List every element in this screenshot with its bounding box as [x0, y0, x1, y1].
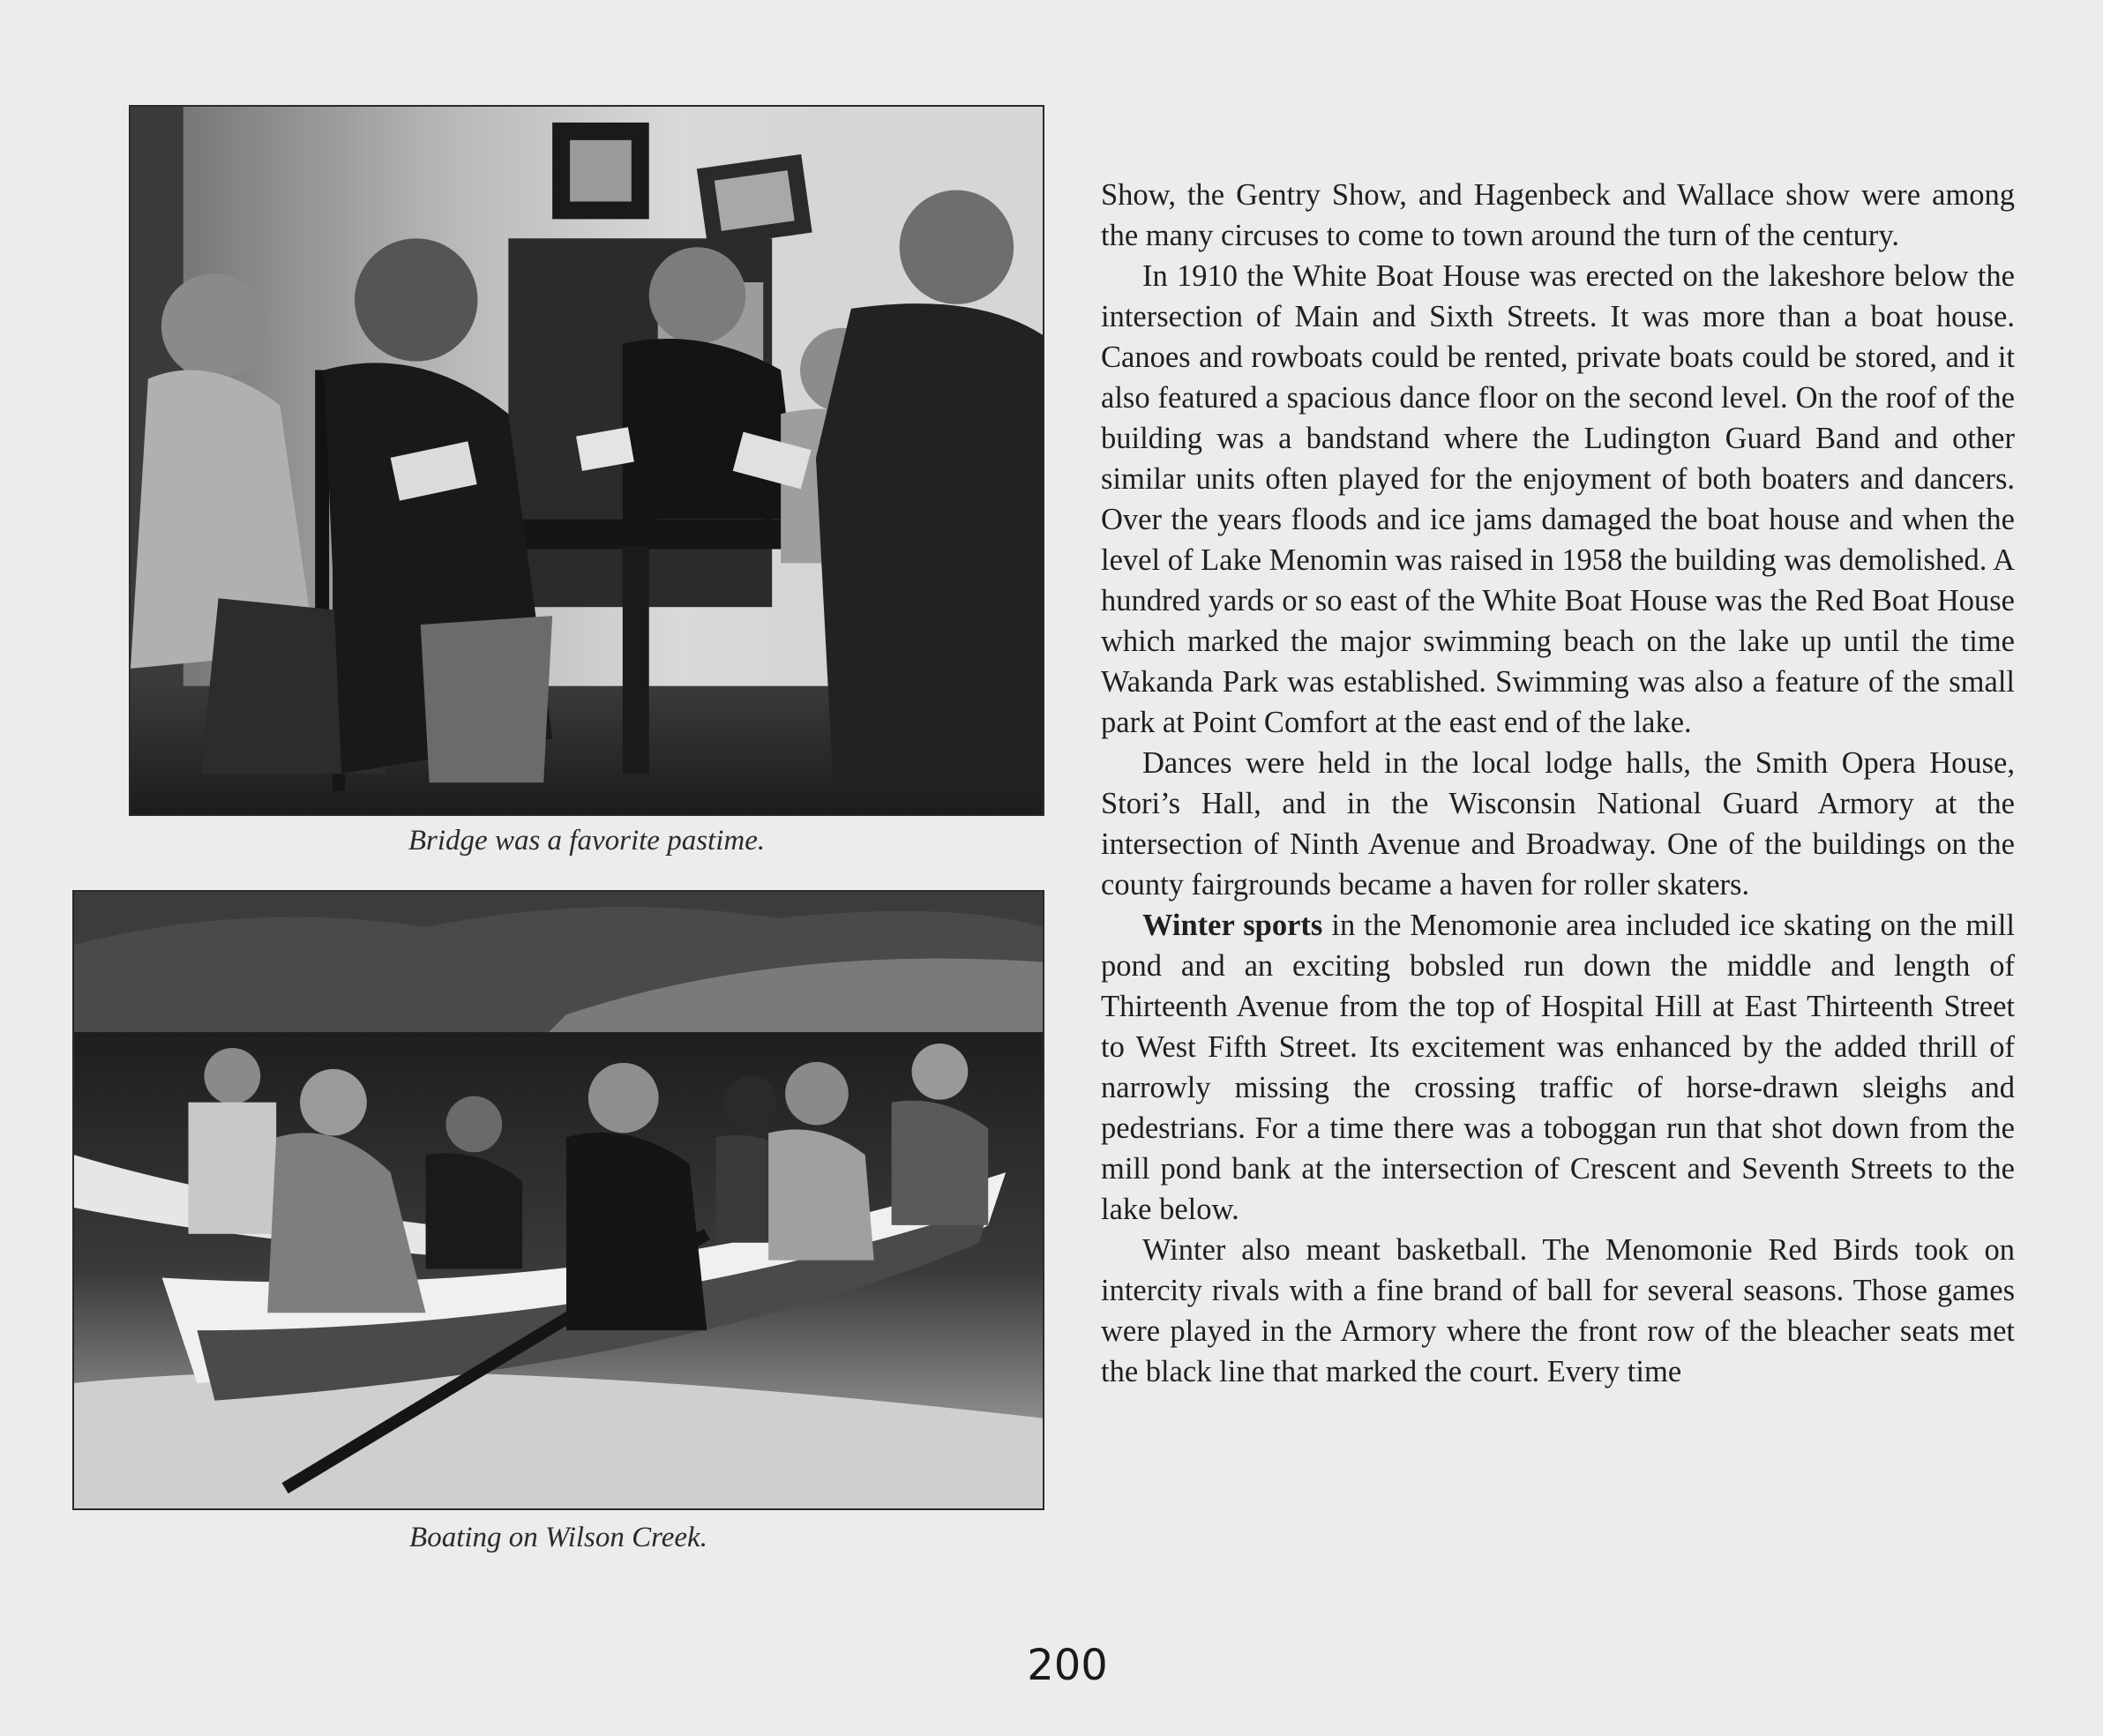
- caption-bridge-game: Bridge was a favorite pastime.: [408, 825, 766, 857]
- winter-sports-heading: Winter sports: [1142, 909, 1323, 942]
- photo-bridge-image: [131, 107, 1043, 814]
- photo-boating-image: [74, 892, 1043, 1508]
- body-text-column: [1101, 175, 2015, 1392]
- paragraph-winter-sports: [1101, 905, 2015, 1230]
- winter-sports-text: in the Menomonie area included ice skating on the mill pond and an exciting bobsled run down the middle and length of Thirteenth Avenue from the top of Hospital Hill at East Thirteenth Street to West Fifth Street. Its excitement was enhanced by the added thrill of narrowly missing the crossing traffic of horse-drawn sleighs and pedestrians. For a time there was a toboggan run that shot down from the mill pond bank at the intersection of Crescent and Seventh Streets to the lake below.: [1101, 909, 2015, 1226]
- photo-bridge-game: [129, 105, 1044, 816]
- page-number: 200: [1027, 1641, 1108, 1690]
- paragraph-circuses: Show, the Gentry Show, and Hagenbeck and Wallace show were among the many circuses to come to town around the turn of the century.: [1101, 178, 2015, 252]
- paragraph-dances: Dances were held in the local lodge halls, the Smith Opera House, Stori’s Hall, and in the Wisconsin National Guard Armory at the intersection of Ninth Avenue and Broadway. One of the buildings on the county fairgrounds became a haven for roller skaters.: [1101, 746, 2015, 902]
- paragraph-white-boat-house: In 1910 the White Boat House was erected on the lakeshore below the intersection of Main and Sixth Streets. It was more than a boat house. Canoes and rowboats could be rented, private boats could be stored, and it also featured a spacious dance floor on the second level. On the roof of the building was a bandstand where the Ludington Guard Band and other similar units often played for the enjoyment of both boaters and dancers. Over the years floods and ice jams damaged the boat house and when the level of Lake Menomin was raised in 1958 the building was demolished. A hundred yards or so east of the White Boat House was the Red Boat House which marked the major swimming beach on the lake up until the time Wakanda Park was established. Swimming was also a feature of the small park at Point Comfort at the east end of the lake.: [1101, 259, 2015, 739]
- photo-boating-wilson-creek: [72, 890, 1044, 1510]
- paragraph-basketball: Winter also meant basketball. The Menomonie Red Birds took on intercity rivals with a fine brand of ball for several seasons. Those games were played in the Armory where the front row of the bleacher seats met the black line that marked the court. Every time: [1101, 1233, 2015, 1388]
- caption-boating-wilson-creek: Boating on Wilson Creek.: [409, 1522, 707, 1553]
